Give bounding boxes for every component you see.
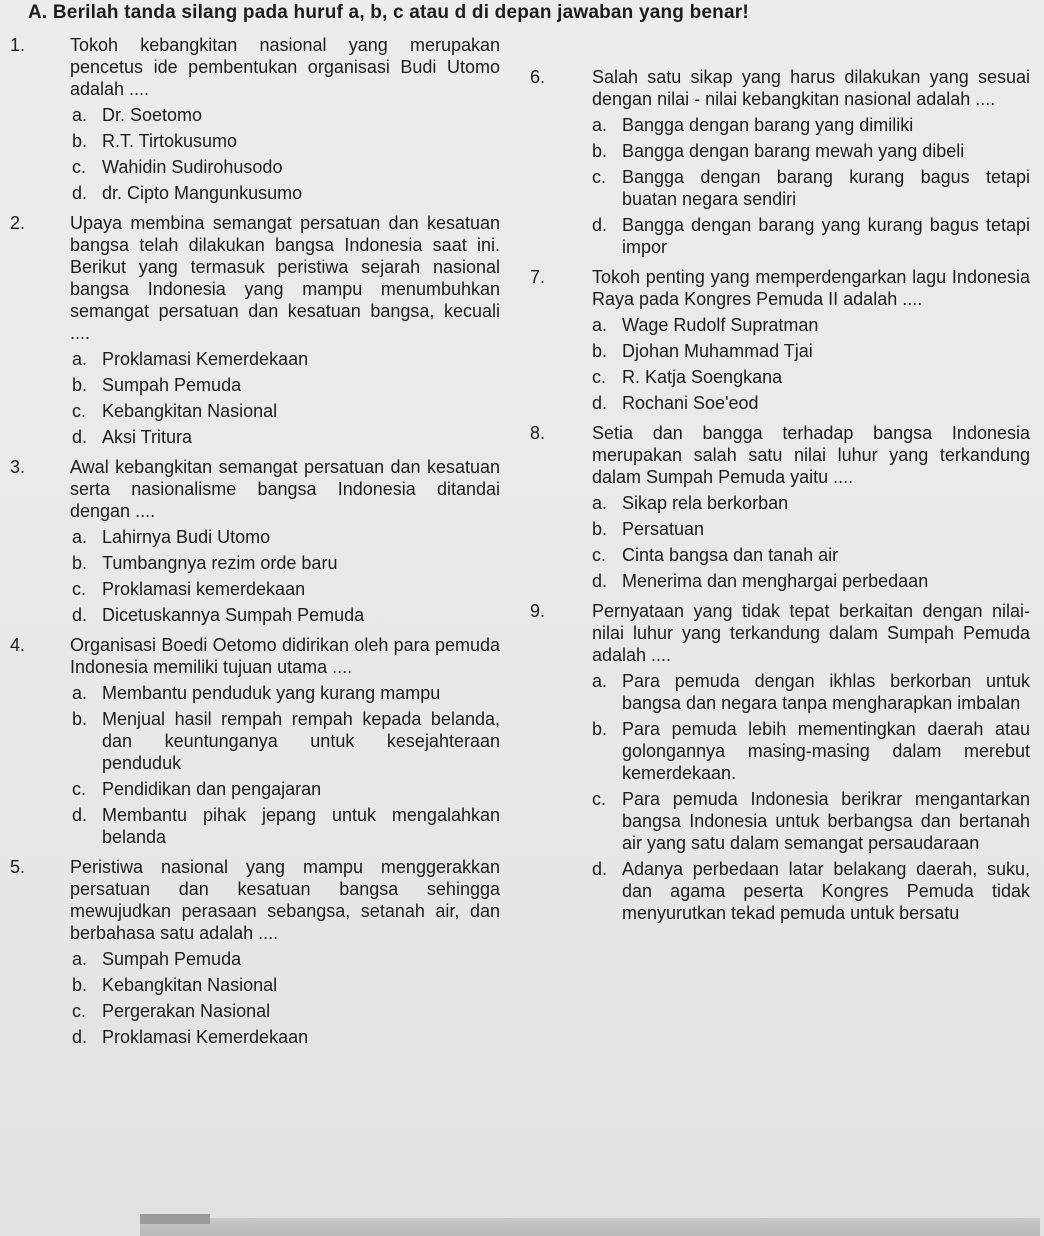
option-letter: b. [592,519,608,539]
option-letter: c. [592,167,607,187]
option-a[interactable] [72,948,500,970]
option-c[interactable] [592,544,1030,566]
option-a[interactable] [72,682,500,704]
option-text: Sumpah Pemuda [102,375,242,395]
option-letter: b. [72,709,88,729]
option-d[interactable] [592,392,1030,414]
question-5 [10,856,500,1048]
option-letter: a. [72,105,88,125]
option-text: R. Katja Soengkana [622,367,783,387]
option-letter: b. [592,341,608,361]
option-letter: b. [72,975,88,995]
option-b[interactable] [72,374,500,396]
option-a[interactable] [592,492,1030,514]
question-text: Salah satu sikap yang harus dilakukan yang sesuai dengan nilai - nilai kebangkitan nasional adalah .... [592,67,1030,109]
option-d[interactable] [72,804,500,848]
option-d[interactable] [592,570,1030,592]
option-text: Lahirnya Budi Utomo [102,527,271,547]
option-d[interactable] [72,604,500,626]
option-text: Kebangkitan Nasional [102,401,278,421]
option-text: R.T. Tirtokusumo [102,131,238,151]
right-column [530,66,1030,932]
option-d[interactable] [72,1026,500,1048]
option-text: Aksi Tritura [102,427,193,447]
page-bottom-edge [140,1218,1040,1236]
option-letter: b. [72,375,88,395]
option-letter: b. [72,131,88,151]
option-text: Kebangkitan Nasional [102,975,278,995]
option-text: Para pemuda dengan ikhlas berkorban untuk bangsa dan negara tanpa mengharapkan imbalan [622,671,1030,713]
question-number: 1. [10,35,26,55]
option-a[interactable] [592,114,1030,136]
option-text: Membantu pihak jepang untuk mengalahkan belanda [102,805,500,847]
option-letter: d. [72,605,88,625]
option-text: Sumpah Pemuda [102,949,242,969]
left-column [10,34,500,1056]
option-a[interactable] [72,348,500,370]
option-letter: a. [592,115,608,135]
option-letter: a. [72,949,88,969]
question-number: 6. [530,67,546,87]
option-text: Wage Rudolf Supratman [622,315,819,335]
question-8 [530,422,1030,592]
option-text: dr. Cipto Mangunkusumo [102,183,303,203]
option-text: Bangga dengan barang yang dimiliki [622,115,914,135]
option-letter: b. [72,553,88,573]
option-letter: c. [592,545,607,565]
option-text: Dicetuskannya Sumpah Pemuda [102,605,365,625]
option-text: Cinta bangsa dan tanah air [622,545,839,565]
option-c[interactable] [72,578,500,600]
option-letter: a. [72,349,88,369]
option-text: Wahidin Sudirohusodo [102,157,283,177]
option-letter: a. [592,315,608,335]
question-4 [10,634,500,848]
question-1 [10,34,500,204]
option-letter: d. [592,393,608,413]
option-letter: d. [72,1027,88,1047]
question-number: 8. [530,423,546,443]
question-text: Setia dan bangga terhadap bangsa Indonesia merupakan salah satu nilai luhur yang terkandung dalam Sumpah Pemuda yaitu .... [592,423,1030,487]
question-text: Upaya membina semangat persatuan dan kesatuan bangsa telah dilakukan bangsa Indonesia saat ini. Berikut yang termasuk peristiwa sejarah nasional bangsa Indonesia yang mampu menumbuhkan semangat persatuan dan kesatuan bangsa, kecuali .... [70,213,500,343]
option-text: Pergerakan Nasional [102,1001,271,1021]
option-b[interactable] [592,718,1030,784]
option-letter: d. [72,427,88,447]
question-text: Tokoh penting yang memperdengarkan lagu Indonesia Raya pada Kongres Pemuda II adalah .... [592,267,1030,309]
question-text: Awal kebangkitan semangat persatuan dan kesatuan serta nasionalisme bangsa Indonesia ditandai dengan .... [70,457,500,521]
option-letter: a. [592,671,608,691]
option-text: Proklamasi kemerdekaan [102,579,306,599]
option-text: Djohan Muhammad Tjai [622,341,813,361]
option-c[interactable] [592,166,1030,210]
option-text: Sikap rela berkorban [622,493,789,513]
option-c[interactable] [592,366,1030,388]
option-letter: b. [592,719,608,739]
question-number: 3. [10,457,26,477]
option-a[interactable] [592,314,1030,336]
option-letter: c. [72,157,87,177]
option-letter: a. [592,493,608,513]
option-text: Tumbangnya rezim orde baru [102,553,338,573]
option-c[interactable] [72,156,500,178]
option-letter: c. [592,789,607,809]
option-a[interactable] [592,670,1030,714]
option-text: Menerima dan menghargai perbedaan [622,571,929,591]
option-b[interactable] [592,518,1030,540]
option-c[interactable] [72,778,500,800]
option-text: Bangga dengan barang yang kurang bagus tetapi impor [622,215,1030,257]
option-text: Persatuan [622,519,705,539]
option-letter: c. [72,579,87,599]
option-letter: c. [72,401,87,421]
question-9 [530,600,1030,924]
option-d[interactable] [592,858,1030,924]
question-text: Peristiwa nasional yang mampu menggerakkan persatuan dan kesatuan bangsa sehingga mewujudkan perasaan sebangsa, setanah air, dan berbahasa satu adalah .... [70,857,500,943]
question-3 [10,456,500,626]
question-text: Tokoh kebangkitan nasional yang merupakan pencetus ide pembentukan organisasi Budi Utomo adalah .... [70,35,500,99]
option-text: Proklamasi Kemerdekaan [102,349,309,369]
question-number: 7. [530,267,546,287]
option-d[interactable] [592,214,1030,258]
option-letter: d. [592,215,608,235]
option-letter: a. [72,527,88,547]
option-text: Rochani Soe'eod [622,393,759,413]
option-text: Para pemuda Indonesia berikrar mengantarkan bangsa Indonesia untuk berbangsa dan bertanah air yang satu dalam semangat persaudaraan [622,789,1030,853]
option-text: Para pemuda lebih mementingkan daerah atau golongannya masing-masing dalam merebut kemerdekaan. [622,719,1030,783]
option-letter: b. [592,141,608,161]
question-text: Pernyataan yang tidak tepat berkaitan dengan nilai-nilai luhur yang terkandung dalam Sumpah Pemuda adalah .... [592,601,1030,665]
option-letter: c. [592,367,607,387]
option-text: Membantu penduduk yang kurang mampu [102,683,441,703]
question-2 [10,212,500,448]
question-number: 5. [10,857,26,877]
option-c[interactable] [72,400,500,422]
option-c[interactable] [72,1000,500,1022]
option-text: Adanya perbedaan latar belakang daerah, suku, dan agama peserta Kongres Pemuda tidak menyurutkan tekad pemuda untuk bersatu [622,859,1030,923]
option-letter: d. [72,183,88,203]
option-text: Pendidikan dan pengajaran [102,779,322,799]
question-number: 9. [530,601,546,621]
option-letter: d. [592,859,608,879]
option-text: Proklamasi Kemerdekaan [102,1027,309,1047]
question-number: 2. [10,213,26,233]
question-number: 4. [10,635,26,655]
question-text: Organisasi Boedi Oetomo didirikan oleh para pemuda Indonesia memiliki tujuan utama .... [70,635,500,677]
option-text: Bangga dengan barang kurang bagus tetapi buatan negara sendiri [622,167,1030,209]
option-text: Bangga dengan barang mewah yang dibeli [622,141,965,161]
option-b[interactable] [592,140,1030,162]
option-d[interactable] [72,426,500,448]
question-7 [530,266,1030,414]
option-b[interactable] [72,552,500,574]
instruction-header: A. Berilah tanda silang pada huruf a, b, c atau d di depan jawaban yang benar! [28,2,749,23]
option-b[interactable] [72,130,500,152]
option-letter: d. [72,805,88,825]
option-text: Menjual hasil rempah rempah kepada belanda, dan keuntunganya untuk kesejahteraan penduduk [102,709,500,773]
option-letter: c. [72,779,87,799]
option-letter: d. [592,571,608,591]
option-letter: c. [72,1001,87,1021]
option-letter: a. [72,683,88,703]
option-a[interactable] [72,526,500,548]
option-c[interactable] [592,788,1030,854]
option-b[interactable] [72,974,500,996]
option-d[interactable] [72,182,500,204]
option-a[interactable] [72,104,500,126]
page-bottom-mark [140,1214,210,1224]
option-b[interactable] [592,340,1030,362]
option-b[interactable] [72,708,500,774]
question-6 [530,66,1030,258]
option-text: Dr. Soetomo [102,105,203,125]
